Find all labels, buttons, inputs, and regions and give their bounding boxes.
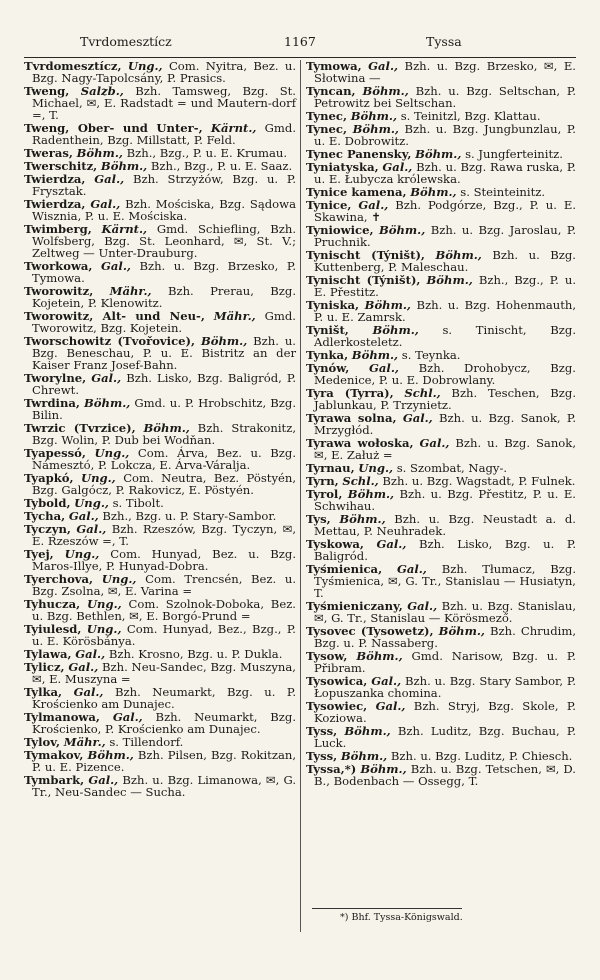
- entry-headword: Tynka,: [306, 348, 349, 363]
- entry-region: Gal.,: [75, 647, 106, 662]
- gazetteer-entry: [306, 200, 576, 224]
- gazetteer-entry: [24, 286, 296, 310]
- entry-region: Gal.,: [88, 773, 119, 788]
- entry-region: Salzb.,: [80, 84, 124, 98]
- entry-headword: Tynischt (Týništ),: [306, 248, 425, 263]
- entry-region: Böhm.,: [350, 109, 397, 123]
- entry-details: s. Jungferteinitz.: [465, 147, 563, 162]
- entry-details: Bzh. u. Bzg. Stanislau, ✉, G. Tr., Stanislau — Körösmező.: [314, 599, 577, 626]
- gazetteer-entry: [306, 124, 576, 148]
- page-number: 1167: [284, 34, 316, 49]
- gazetteer-entry: [306, 388, 576, 412]
- entry-region: Böhm.,: [344, 724, 391, 739]
- entry-headword: Tylicz,: [24, 660, 65, 675]
- entry-details: Bzh. u. Bzg. Seltschan, P. Petrowitz bei Seltschan.: [314, 84, 577, 110]
- entry-headword: Tyśmienica,: [306, 562, 383, 577]
- entry-headword: Tynec,: [306, 109, 347, 123]
- entry-region: Böhm.,: [351, 348, 399, 363]
- gazetteer-entry: [306, 514, 576, 538]
- entry-region: Böhm.,: [87, 748, 134, 763]
- entry-region: Böhm.,: [339, 512, 386, 527]
- entry-headword: Tylawa,: [24, 647, 72, 662]
- entry-headword: Tyśmieniczany,: [306, 599, 403, 614]
- entry-headword: Tyssa,*): [306, 762, 357, 777]
- entry-region: Gal.,: [369, 361, 399, 376]
- entry-details: Gmd. Radenthein, Bzg. Millstatt, P. Feld.: [32, 120, 297, 147]
- header-left-word: Tvrdomesztícz: [80, 34, 172, 49]
- entry-headword: Tweng, Ober- und Unter-,: [24, 120, 203, 135]
- entry-details: Gmd. Narisow, Bzg. u. P. Přibram.: [314, 649, 576, 676]
- entry-region: Kärnt.,: [210, 120, 257, 135]
- gazetteer-entry: [306, 539, 576, 563]
- gazetteer-entry: [24, 687, 296, 711]
- entry-headword: Tyapessó,: [24, 445, 86, 460]
- entry-region: Ung.,: [64, 547, 100, 562]
- entry-region: Gal.,: [76, 522, 107, 537]
- entry-headword: Tys,: [306, 512, 331, 527]
- entry-headword: Tyniska,: [306, 298, 360, 313]
- entry-headword: Tylov,: [24, 735, 61, 750]
- entry-region: Böhm.,: [426, 273, 473, 288]
- entry-details: s. Tibolt.: [112, 495, 164, 510]
- gazetteer-entry: [24, 599, 296, 623]
- entry-headword: Tyej,: [24, 547, 54, 562]
- gazetteer-entry: [306, 250, 576, 274]
- column-divider: [300, 60, 301, 932]
- entry-region: Ung.,: [80, 470, 116, 485]
- entry-details: Bzh. u. Bzg. Jaroslau, P. Pruchnik.: [314, 223, 577, 250]
- entry-details: Bzh. u. Bzg. Limanowa, ✉, G. Tr., Neu-Sandec — Sucha.: [32, 773, 296, 800]
- entry-details: Bzh. Pilsen, Bzg. Rokitzan, P. u. E. Pizence.: [32, 748, 297, 775]
- entry-details: Bzh. u. Bzg. Sanok, P. Mrzygłód.: [314, 411, 577, 438]
- gazetteer-entry: [24, 199, 296, 223]
- entry-details: Com. Nyitra, Bez. u. Bzg. Nagy-Tapolcsány, P. Prasics.: [32, 59, 297, 85]
- entry-region: Böhm.,: [76, 145, 123, 160]
- entry-region: Gal.,: [419, 436, 450, 451]
- gazetteer-entry: [24, 750, 296, 774]
- entry-region: Böhm.,: [378, 223, 426, 238]
- entry-headword: Tylka,: [24, 685, 63, 700]
- entry-headword: Tymbark,: [24, 773, 85, 788]
- entry-region: Ung.,: [127, 59, 163, 73]
- entry-details: Bzh. u. Bzg. Tetschen, ✉, D. B., Bodenbach — Ossegg, T.: [314, 762, 576, 789]
- entry-region: Gal.,: [101, 259, 131, 273]
- entry-details: Bzh. Tamsweg, Bzg. St. Michael, ✉, E. Radstadt = und Mautern-dorf =, T.: [32, 84, 296, 122]
- entry-region: Böhm.,: [362, 84, 409, 98]
- entry-headword: Tyerchova,: [24, 572, 94, 587]
- entry-region: Mähr.,: [63, 735, 106, 750]
- entry-headword: Tyapkó,: [24, 470, 74, 485]
- entry-details: Bzh. u. Bzg. Kuttenberg, P. Maleschau.: [314, 248, 576, 275]
- entry-region: Ung.,: [101, 572, 137, 587]
- entry-headword: Tymakov,: [24, 748, 84, 763]
- entry-details: Bzh. Rzeszów, Bzg. Tyczyn, ✉, E. Rzeszów =, T.: [32, 522, 296, 548]
- entry-headword: Tynice,: [306, 198, 352, 213]
- gazetteer-entry: [24, 662, 296, 686]
- gazetteer-entry: [306, 225, 576, 249]
- entry-headword: Tylmanowa,: [24, 710, 100, 725]
- entry-details: Bzh. Stryj, Bzg. Skole, P. Koziowa.: [314, 699, 576, 726]
- entry-region: Böhm.,: [100, 159, 148, 173]
- entry-headword: Tweras,: [24, 145, 73, 160]
- entry-region: Böhm.,: [352, 122, 399, 137]
- entry-details: Bzh. Podgórze, Bzg., P. u. E. Skawina, ✝: [314, 198, 577, 225]
- footnote-rule: [312, 908, 462, 909]
- gazetteer-entry: [24, 712, 296, 736]
- entry-headword: Tyništ,: [306, 323, 349, 338]
- entry-headword: Tyrn,: [306, 474, 339, 489]
- entry-details: s. Teynka.: [401, 348, 461, 363]
- entry-details: Bzh. u. Bzg. Jungbunzlau, P. u. E. Dobrowitz.: [314, 122, 576, 148]
- entry-region: Gal.,: [73, 685, 104, 700]
- entry-headword: Tyss,: [306, 724, 338, 739]
- gazetteer-entry: [306, 162, 576, 186]
- gazetteer-entry: [306, 726, 576, 750]
- entry-headword: Twerschitz,: [24, 159, 98, 173]
- entry-details: Com. Árva, Bez. u. Bzg. Námesztó, P. Lokcza, E. Árva-Váralja.: [32, 445, 297, 472]
- entry-details: Gmd. Tworowitz, Bzg. Kojetein.: [32, 309, 296, 335]
- entry-region: Böhm.,: [200, 334, 248, 348]
- entry-region: Kärnt.,: [101, 222, 148, 237]
- entry-headword: Tyczyn,: [24, 522, 71, 537]
- entry-region: Böhm.,: [356, 649, 403, 664]
- entry-region: Böhm.,: [364, 298, 411, 313]
- gazetteer-entry: [306, 626, 576, 650]
- gazetteer-entry: [306, 701, 576, 725]
- entry-region: Böhm.,: [340, 749, 388, 764]
- entry-region: Gal.,: [382, 160, 413, 175]
- entry-headword: Tvrdomesztícz,: [24, 59, 122, 73]
- entry-region: Gal.,: [402, 411, 433, 426]
- gazetteer-entry: [24, 624, 296, 648]
- entry-details: Bzh. u. Bzg. Beneschau, P. u. E. Bistritz an der Kaiser Franz Josef-Bahn.: [32, 334, 296, 372]
- entry-headword: Tyrnau,: [306, 461, 355, 476]
- entry-details: Bzh. u. Bzg. Rawa ruska, P. u. E. Łubycza królewska.: [314, 160, 576, 187]
- entry-headword: Tyra (Tyrra),: [306, 386, 394, 401]
- gazetteer-entry: [24, 311, 296, 335]
- entry-headword: Tynice kamena,: [306, 185, 407, 200]
- gazetteer-entry: [24, 86, 296, 122]
- entry-details: Bzh. u. Bzg. Brzesko, ✉, E. Słotwina —: [314, 59, 576, 85]
- entry-details: Bzh., Bzg., P. u. E. Krumau.: [126, 145, 288, 160]
- entry-details: Bzh. Neumarkt, Bzg. Krościenko, P. Krościenko am Dunajec.: [32, 710, 297, 737]
- entry-details: Gmd. u. P. Hrobschitz, Bzg. Bilin.: [32, 395, 297, 422]
- header-rule: [24, 57, 576, 58]
- gazetteer-entry: [306, 564, 576, 600]
- entry-details: Bzh. Strzyżów, Bzg. u. P. Frysztak.: [32, 172, 297, 198]
- entry-region: Gal.,: [368, 59, 399, 73]
- entry-headword: Tysow,: [306, 649, 348, 664]
- entry-details: Com. Trencsén, Bez. u. Bzg. Zsolna, ✉, E. Varina =: [32, 572, 296, 598]
- entry-headword: Tynec Panensky,: [306, 147, 412, 162]
- entry-region: Böhm.,: [410, 185, 457, 200]
- entry-region: Gal.,: [375, 699, 406, 714]
- gazetteer-entry: [24, 445, 297, 472]
- entry-headword: Tyniatyska,: [306, 160, 379, 175]
- entry-headword: Tyskowa,: [306, 537, 364, 552]
- entry-details: s. Tinischt, Bzg. Adlerkosteletz.: [314, 323, 577, 350]
- entry-region: Gal.,: [112, 710, 143, 725]
- entry-details: Bzh. Neu-Sandec, Bzg. Muszyna, ✉, E. Muszyna =: [32, 660, 296, 687]
- gazetteer-entry: [24, 61, 296, 85]
- entry-region: Gal.,: [68, 660, 99, 675]
- entry-region: Ung.,: [94, 445, 130, 460]
- entry-region: Böhm.,: [438, 624, 485, 639]
- entry-headword: Tynischt (Týništ),: [306, 273, 421, 288]
- entry-region: Böhm.,: [143, 420, 190, 435]
- gazetteer-entry: [306, 300, 576, 324]
- gazetteer-entry: [24, 549, 296, 573]
- entry-headword: Tworschowitz (Tvořovice),: [24, 334, 196, 348]
- entry-details: Bzh., Bzg., P. u. E. Přestitz.: [314, 273, 577, 300]
- entry-headword: Tyrawa wołoska,: [306, 436, 414, 451]
- gazetteer-entry: [24, 395, 297, 422]
- entry-details: Bzh. u. Bzg. Wagstadt, P. Fulnek.: [382, 474, 576, 489]
- gazetteer-entry: [306, 651, 576, 675]
- gazetteer-entry: [24, 120, 297, 147]
- entry-details: s. Steinteinitz.: [460, 185, 546, 200]
- entry-details: Bzh. Tłumacz, Bzg. Tyśmienica, ✉, G. Tr., Stanislau — Husiatyn, T.: [314, 562, 577, 601]
- entry-region: Böhm.,: [435, 248, 482, 263]
- header-right-word: Tyssa: [426, 34, 462, 49]
- entry-details: Com. Hunyad, Bez., Bzg., P. u. E. Körösbánya.: [32, 622, 296, 648]
- entry-details: Com. Neutra, Bez. Pöstyén, Bzg. Galgócz, P. Rakovicz, E. Pöstyén.: [32, 470, 297, 497]
- entry-region: Mähr.,: [109, 284, 152, 298]
- entry-region: Gal.,: [94, 172, 125, 187]
- gazetteer-entry: [24, 775, 296, 799]
- gazetteer-entry: [24, 524, 296, 548]
- entry-details: Com. Szolnok-Doboka, Bez. u. Bzg. Bethlen, ✉, E. Borgó-Prund =: [32, 597, 296, 623]
- entry-region: Gal.,: [68, 509, 99, 523]
- entry-details: s. Tillendorf.: [109, 735, 184, 750]
- entry-region: Ung.,: [86, 622, 122, 637]
- entry-details: Bzh. Teschen, Bzg. Jablunkau, P. Trzynietz.: [314, 386, 576, 413]
- gazetteer-entry: [306, 438, 576, 462]
- entry-details: Bzh. u. Bzg. Hohenmauth, P. u. E. Zamrsk.: [314, 298, 577, 325]
- entry-details: Bzh. u. Bzg. Brzesko, P. Tymowa.: [32, 259, 297, 285]
- gazetteer-entry: [306, 86, 576, 110]
- entry-headword: Tworowitz,: [24, 284, 94, 298]
- gazetteer-entry: [24, 336, 296, 372]
- entry-details: s. Teinitzl, Bzg. Klattau.: [400, 109, 541, 123]
- gazetteer-entry: [306, 676, 576, 700]
- entry-details: Bzh. u. Bzg. Neustadt a. d. Mettau, P. Neuhradek.: [314, 512, 576, 539]
- right-column: [306, 61, 576, 789]
- entry-region: Gal.,: [396, 562, 427, 577]
- entry-region: Ung.,: [86, 597, 122, 612]
- entry-region: Gal.,: [90, 197, 121, 212]
- entry-region: Böhm.,: [83, 395, 131, 410]
- entry-details: Bzh. Lisko, Bzg. u. P. Baligród.: [314, 537, 577, 564]
- gazetteer-entry: [24, 370, 297, 397]
- entry-headword: Tyrawa solna,: [306, 411, 397, 426]
- entry-details: Bzh. u. Bzg. Luditz, P. Chiesch.: [390, 749, 573, 764]
- gazetteer-entry: [306, 61, 576, 85]
- gazetteer-entry: [306, 413, 576, 437]
- entry-region: Mähr.,: [213, 309, 256, 323]
- entry-region: Böhm.,: [347, 487, 395, 502]
- entry-headword: Tyhucza,: [24, 597, 81, 612]
- entry-region: Böhm.,: [415, 147, 462, 162]
- entry-headword: Twierdza,: [24, 172, 86, 187]
- gazetteer-entry: [306, 275, 576, 299]
- entry-headword: Tynów,: [306, 361, 350, 376]
- entry-details: Bzh. Mościska, Bzg. Sądowa Wisznia, P. u. E. Mościska.: [32, 197, 296, 223]
- entry-headword: Tyncan,: [306, 84, 356, 98]
- gazetteer-entry: [306, 764, 576, 788]
- entry-details: Bzh., Bzg., P. u. E. Saaz.: [150, 159, 293, 173]
- entry-headword: Twrzic (Tvrzice),: [24, 420, 136, 435]
- entry-region: Schl.,: [342, 474, 379, 489]
- entry-headword: Tyiulesd,: [24, 622, 82, 637]
- entry-headword: Tysovec (Tysowetz),: [306, 624, 434, 639]
- gazetteer-entry: [24, 420, 297, 447]
- entry-headword: Tycha,: [24, 509, 66, 523]
- entry-headword: Tysowica,: [306, 674, 368, 689]
- entry-details: Bzh. u. Bzg. Stary Sambor, P. Łopuszanka chomina.: [314, 674, 577, 701]
- gazetteer-entry: [306, 601, 576, 625]
- gazetteer-entry: [24, 470, 297, 497]
- entry-details: Bzh. Chrudim, Bzg. u. P. Nassaberg.: [314, 624, 577, 651]
- entry-region: Gal.,: [376, 537, 407, 552]
- entry-headword: Tyss,: [306, 749, 338, 764]
- entry-region: Schl.,: [404, 386, 441, 401]
- gazetteer-entry: [24, 261, 296, 285]
- footnote: *) Bhf. Tyssa-Königswald.: [340, 912, 463, 923]
- entry-details: Bzh. Krosno, Bzg. u. P. Dukla.: [108, 647, 283, 662]
- entry-headword: Tworkowa,: [24, 259, 93, 273]
- left-column: [24, 61, 296, 800]
- entry-details: Bzh. Strakonitz, Bzg. Wolin, P. Dub bei Wodňan.: [32, 420, 297, 447]
- entry-headword: Tynec,: [306, 122, 347, 137]
- entry-headword: Tysowiec,: [306, 699, 368, 714]
- gazetteer-entry: [24, 224, 296, 260]
- entry-headword: Tyniowice,: [306, 223, 374, 238]
- entry-details: Bzh. Lisko, Bzg. Baligród, P. Chrewt.: [32, 370, 297, 397]
- entry-headword: Tybold,: [24, 495, 71, 510]
- entry-details: s. Szombat, Nagy-.: [396, 461, 508, 476]
- entry-region: Gal.,: [407, 599, 438, 614]
- entry-region: Ung.,: [74, 495, 109, 510]
- entry-headword: Twrdina,: [24, 395, 80, 410]
- entry-region: Gal.,: [91, 370, 122, 385]
- entry-details: Bzh. Prerau, Bzg. Kojetein, P. Klenowitz.: [32, 284, 297, 310]
- entry-region: Gal.,: [371, 674, 402, 689]
- entry-headword: Tweng,: [24, 84, 70, 98]
- entry-headword: Tyrol,: [306, 487, 343, 502]
- entry-headword: Twierdza,: [24, 197, 86, 212]
- gazetteer-entry: [306, 363, 576, 387]
- entry-region: Ung.,: [358, 461, 394, 476]
- gazetteer-entry: [306, 325, 576, 349]
- entry-details: Bzh. Luditz, Bzg. Buchau, P. Luck.: [314, 724, 577, 751]
- entry-details: Gmd. Schiefling, Bzh. Wolfsberg, Bzg. St. Leonhard, ✉, St. V.; Zeltweg — Unter-Drauburg.: [32, 222, 296, 260]
- entry-details: Bzh. u. Bzg. Přestitz, P. u. E. Schwihau.: [314, 487, 576, 514]
- entry-region: Böhm.,: [360, 762, 407, 777]
- entry-headword: Tymowa,: [306, 59, 362, 73]
- entry-details: Bzh. Neumarkt, Bzg. u. P. Krościenko am Dunajec.: [32, 685, 297, 712]
- entry-details: Bzh., Bzg. u. P. Stary-Sambor.: [102, 509, 277, 523]
- gazetteer-entry: [24, 174, 296, 198]
- entry-details: Com. Hunyad, Bez. u. Bzg. Maros-Illye, P. Hunyad-Dobra.: [32, 547, 297, 573]
- gazetteer-entry: [306, 489, 576, 513]
- entry-region: Böhm.,: [372, 323, 419, 338]
- running-header: [22, 34, 578, 52]
- entry-headword: Twimberg,: [24, 222, 92, 237]
- entry-details: Bzh. Drohobycz, Bzg. Medenice, P. u. E. Dobrowlany.: [314, 361, 576, 388]
- entry-region: Gal.,: [358, 198, 389, 213]
- entry-headword: Tworylne,: [24, 370, 87, 385]
- entry-details: Bzh. u. Bzg. Sanok, ✉, E. Załuż =: [314, 436, 577, 463]
- entry-headword: Tworowitz, Alt- und Neu-,: [24, 309, 205, 323]
- gazetteer-entry: [24, 574, 296, 598]
